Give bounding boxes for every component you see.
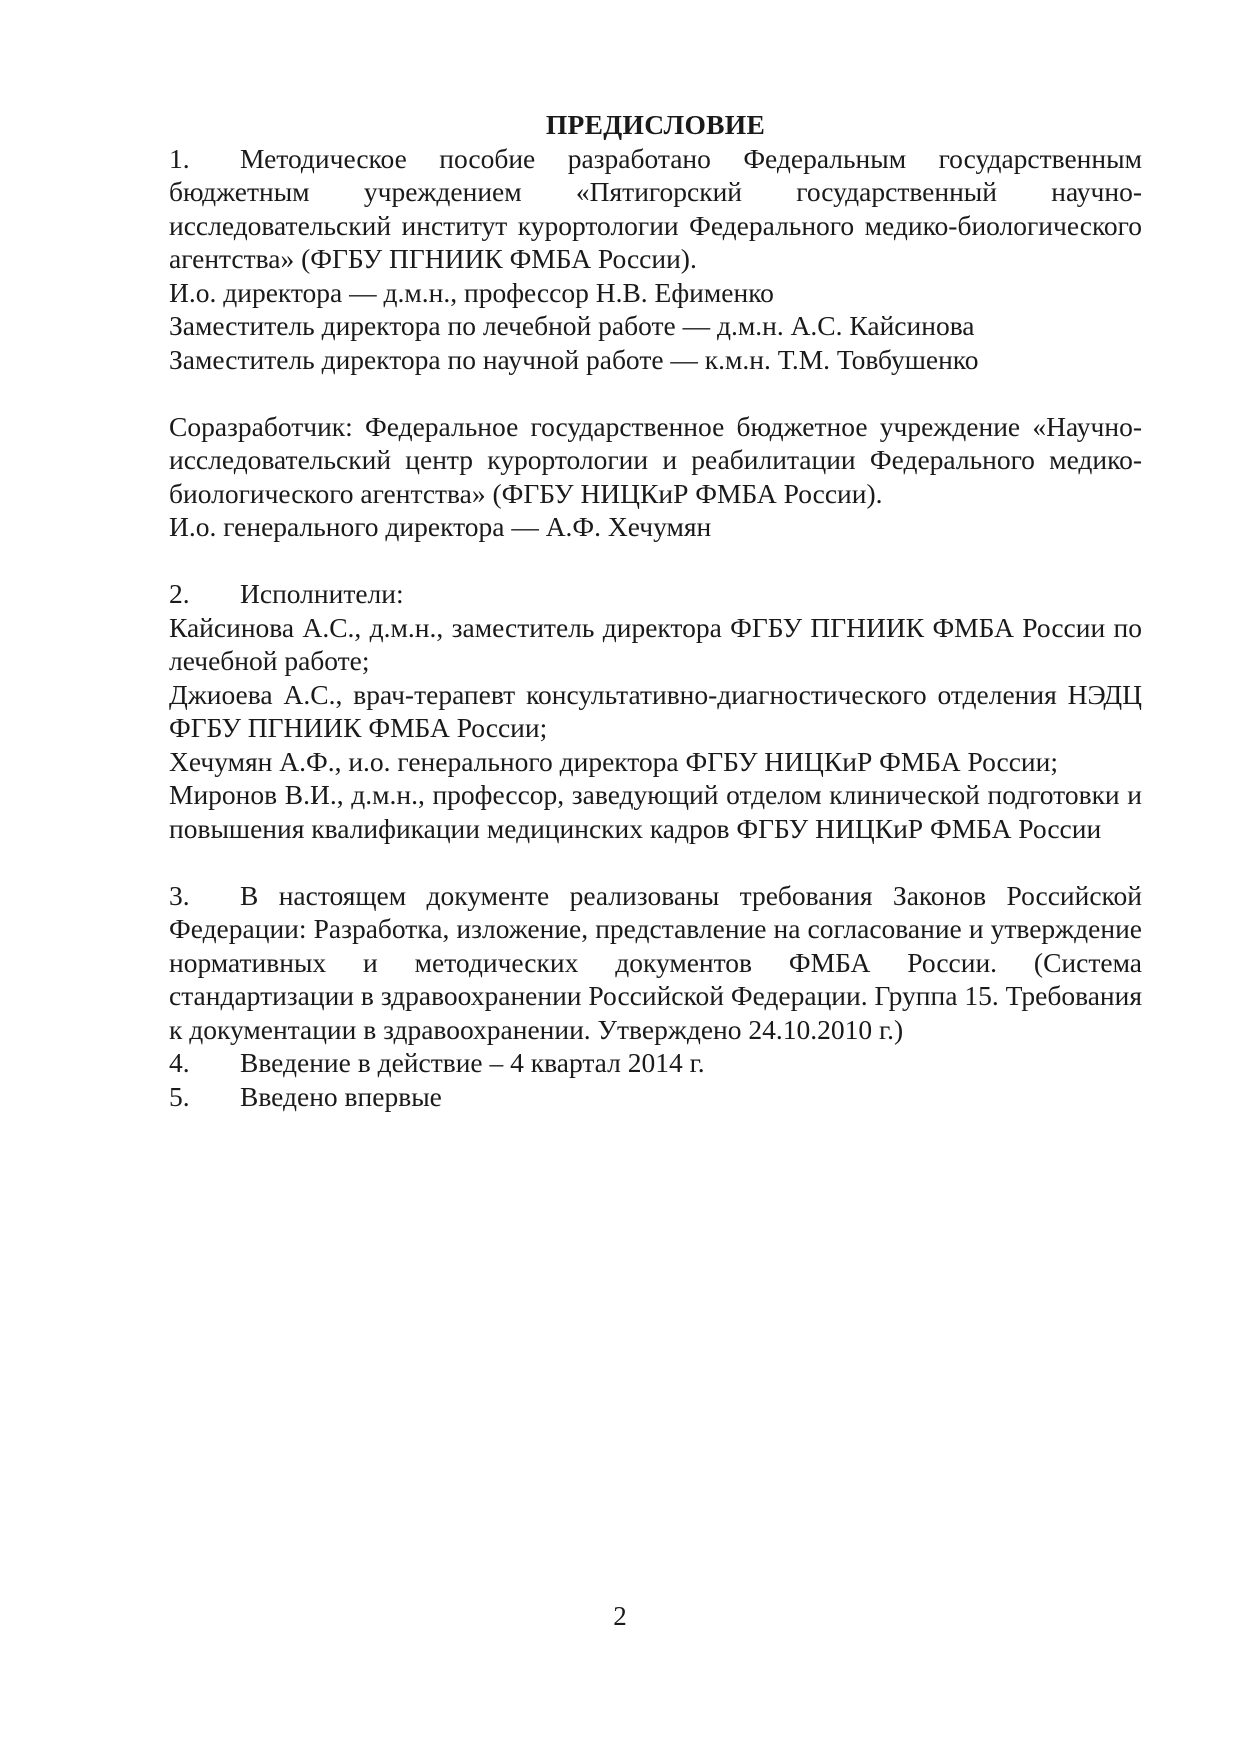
- section-1-text: Методическое пособие разработано Федеральным государственным бюджетным учреждением «Пятигорский государственный научно-исследовательский институт курортологии Федерального медико-биологического агентства» (ФГБУ ПГНИИК ФМБА России).: [169, 142, 1142, 274]
- executor-item: Миронов В.И., д.м.н., профессор, заведующий отделом клинической подготовки и повышения квалификации медицинских кадров ФГБУ НИЦКиР ФМБА России: [169, 779, 1142, 844]
- section-1-paragraph: [169, 142, 1142, 276]
- spacer: [169, 544, 1142, 578]
- document-body: [169, 108, 1142, 1113]
- section-5-text: Введено впервые: [240, 1080, 442, 1112]
- section-1-number: 1.: [169, 142, 190, 174]
- deputy-director-research-line: Заместитель директора по научной работе — к.м.н. Т.М. Товбушенко: [169, 343, 979, 375]
- section-5-paragraph: [169, 1080, 1142, 1114]
- deputy-director-clinical-line: Заместитель директора по лечебной работе — д.м.н. А.С. Кайсинова: [169, 310, 975, 341]
- section-5-number: 5.: [169, 1080, 190, 1112]
- section-2-heading-text: Исполнители:: [240, 578, 404, 609]
- section-3-text: В настоящем документе реализованы требования Законов Российской Федерации: Разработка, изложение, представление на согласование и утверждение нормативных и методических документов ФМБА России. (Система стандартизации в здравоохранении Российской Федерации. Группа 15. Требования к документации в здравоохранении. Утверждено 24.10.2010 г.): [169, 879, 1142, 1045]
- codeveloper-paragraph: Соразработчик: Федеральное государственное бюджетное учреждение «Научно-исследовательский центр курортологии и реабилитации Федерального медико-биологического агентства» (ФГБУ НИЦКиР ФМБА России).: [169, 410, 1142, 509]
- section-4-number: 4.: [169, 1047, 190, 1078]
- section-2-heading: [169, 577, 1142, 611]
- spacer: [169, 845, 1142, 879]
- section-4-paragraph: [169, 1046, 1142, 1080]
- spacer: [169, 376, 1142, 410]
- section-2-number: 2.: [169, 578, 190, 609]
- executor-item: Хечумян А.Ф., и.о. генерального директора ФГБУ НИЦКиР ФМБА России;: [169, 745, 1058, 777]
- acting-director-line: И.о. директора — д.м.н., профессор Н.В. Ефименко: [169, 276, 774, 308]
- codeveloper-head-line: И.о. генерального директора — А.Ф. Хечумян: [169, 511, 712, 542]
- section-3-paragraph: [169, 879, 1142, 1047]
- section-3-number: 3.: [169, 879, 190, 911]
- document-title: ПРЕДИСЛОВИЕ: [545, 109, 766, 140]
- section-4-text: Введение в действие – 4 квартал 2014 г.: [240, 1047, 705, 1078]
- executor-item: Джиоева А.С., врач-терапевт консультативно-диагностического отделения НЭДЦ ФГБУ ПГНИИК ФМБА России;: [169, 678, 1142, 743]
- executor-item: Кайсинова А.С., д.м.н., заместитель директора ФГБУ ПГНИИК ФМБА России по лечебной работе;: [169, 611, 1142, 676]
- page-number: 2: [613, 1601, 627, 1631]
